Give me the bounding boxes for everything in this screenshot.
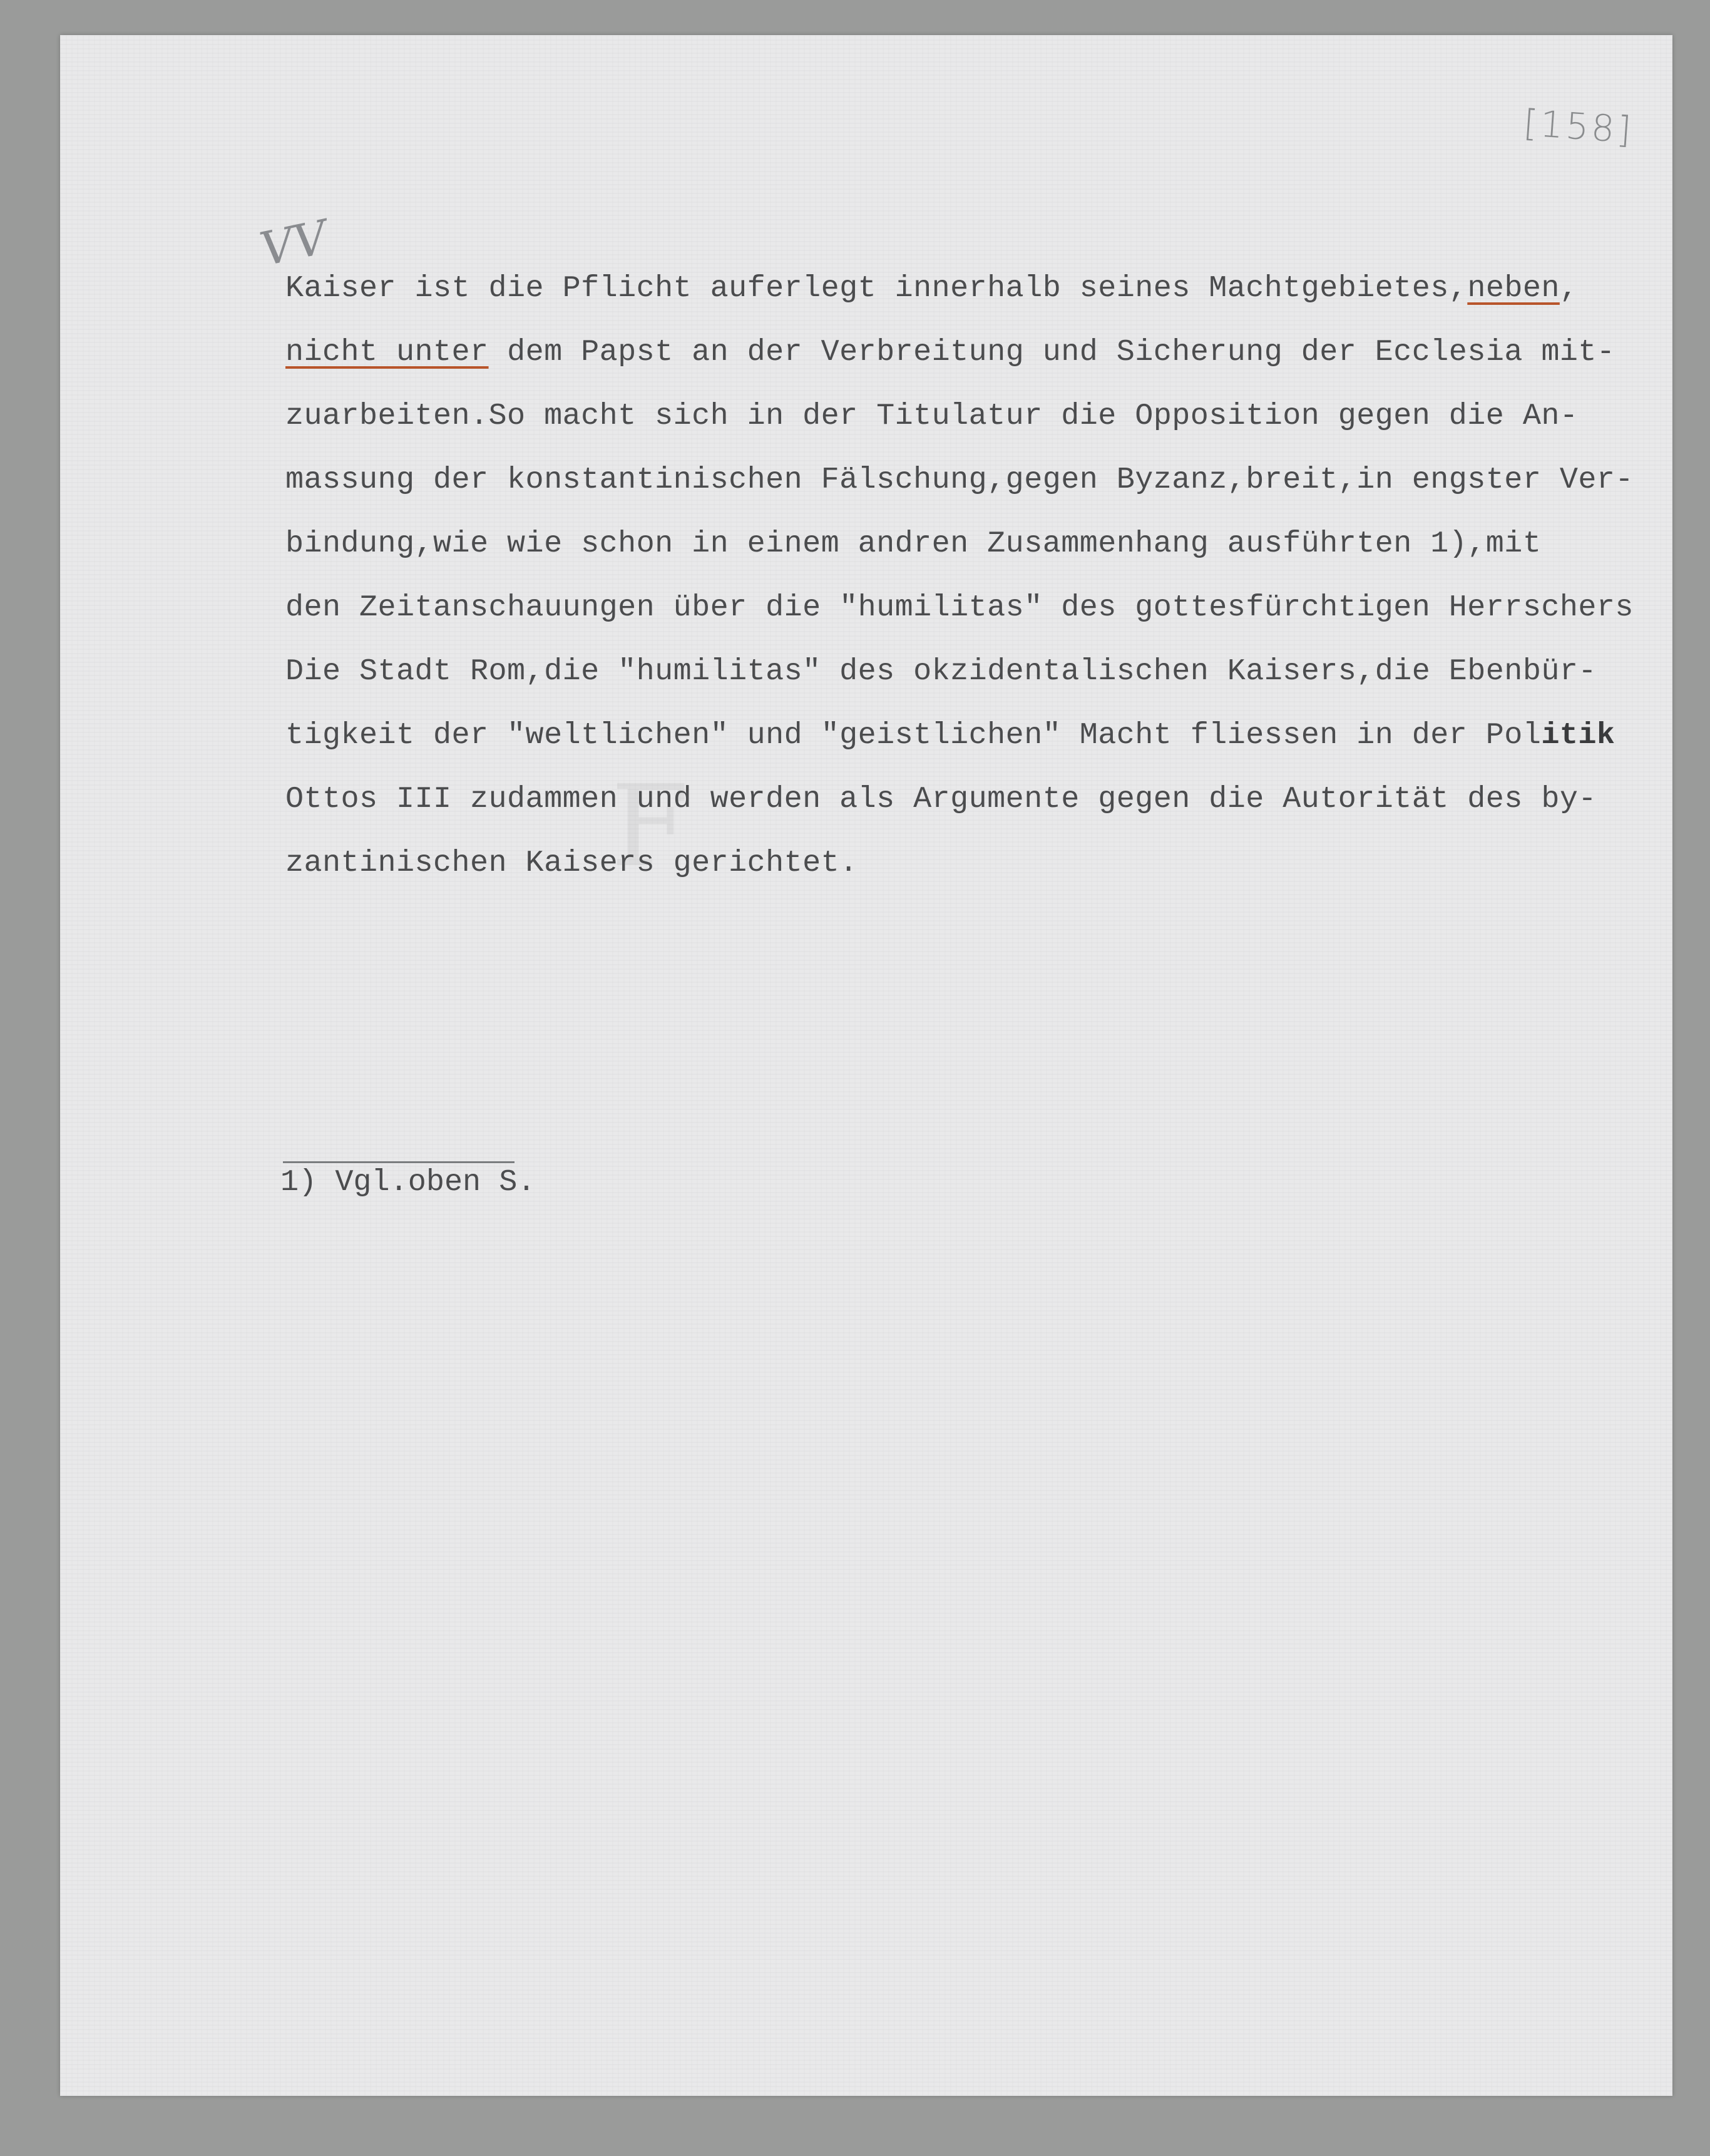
text-line	[285, 389, 1710, 453]
overtyped-word: itik	[1541, 718, 1615, 752]
page-number: [158]	[1522, 101, 1636, 152]
text-segment: tigkeit der "weltlichen" und "geistlichen" Macht fliessen in der Pol	[285, 718, 1542, 752]
text-line	[285, 581, 1710, 645]
text-segment: bindung,wie wie schon in einem andren Zusammenhang ausführten 1),mit	[285, 526, 1542, 561]
red-underlined-word: neben	[1467, 271, 1560, 305]
text-segment: den Zeitanschauungen über die "humilitas" des gottesfürchtigen Herrschers	[285, 590, 1634, 625]
handwritten-corner-mark: VV	[255, 210, 332, 277]
footnote: 1) Vgl.oben S.	[280, 1165, 536, 1199]
text-segment: zantinischen Kaisers gerichtet.	[285, 846, 858, 880]
text-line	[285, 773, 1710, 836]
document-page	[60, 35, 1672, 2096]
text-line	[285, 645, 1710, 709]
text-line	[285, 836, 1710, 900]
text-segment: dem Papst an der Verbreitung und Sicherung der Ecclesia mit-	[488, 335, 1615, 369]
text-segment: Ottos III zudammen und werden als Argumente gegen die Autorität des by-	[285, 782, 1597, 816]
text-line	[285, 453, 1710, 517]
bleed-through-mark: ꟻ	[611, 761, 689, 892]
text-segment: zuarbeiten.So macht sich in der Titulatur die Opposition gegen die An-	[285, 399, 1579, 433]
text-line	[285, 262, 1710, 326]
text-line	[285, 709, 1710, 773]
typed-paragraph	[285, 262, 1710, 900]
red-underlined-phrase: nicht unter	[285, 335, 489, 369]
text-segment: Kaiser ist die Pflicht auferlegt innerhalb seines Machtgebietes,	[285, 271, 1468, 305]
text-line	[285, 517, 1710, 581]
text-segment: ,	[1559, 271, 1579, 305]
text-line	[285, 326, 1710, 389]
text-segment: massung der konstantinischen Fälschung,gegen Byzanz,breit,in engster Ver-	[285, 463, 1634, 497]
text-segment: Die Stadt Rom,die "humilitas" des okzidentalischen Kaisers,die Ebenbür-	[285, 654, 1597, 689]
